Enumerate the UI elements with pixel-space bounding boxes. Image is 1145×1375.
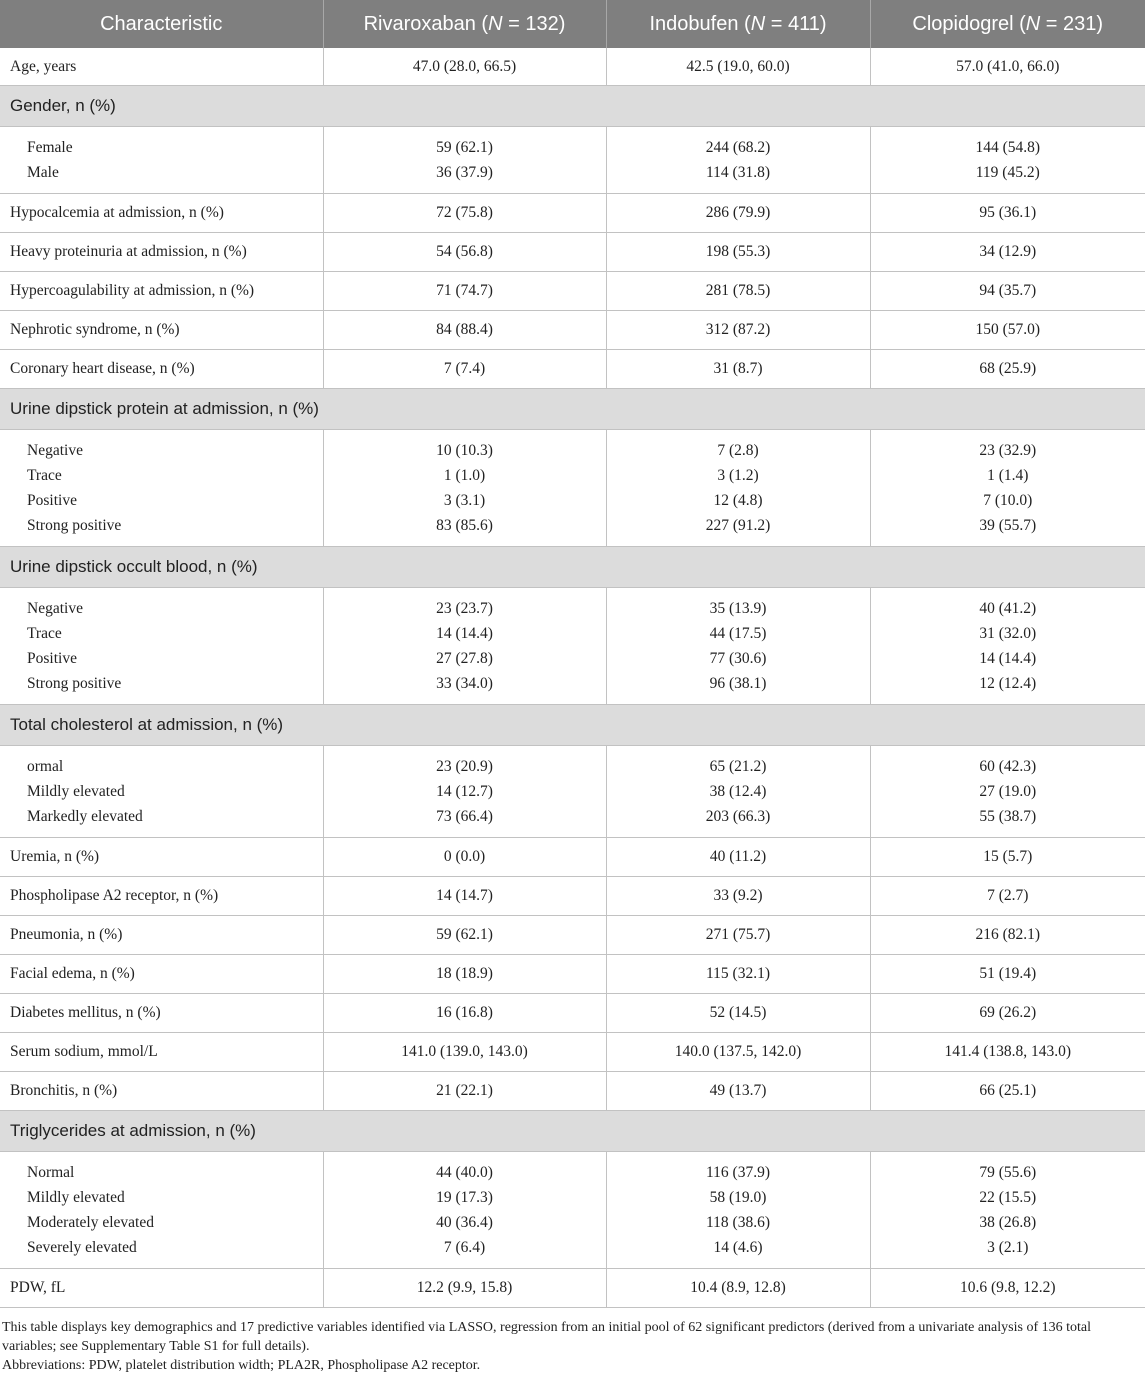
row-label: Age, years <box>0 48 323 86</box>
row-label: Diabetes mellitus, n (%) <box>0 994 323 1033</box>
row-label: Uremia, n (%) <box>0 838 323 877</box>
cell-rivaroxaban: 18 (18.9) <box>323 955 606 994</box>
cell-indobufen: 227 (91.2) <box>606 513 870 547</box>
header-clopidogrel: Clopidogrel (N = 231) <box>870 0 1145 48</box>
cell-clopidogrel: 51 (19.4) <box>870 955 1145 994</box>
cell-rivaroxaban: 83 (85.6) <box>323 513 606 547</box>
cell-rivaroxaban: 27 (27.8) <box>323 646 606 671</box>
cell-clopidogrel: 1 (1.4) <box>870 463 1145 488</box>
cell-indobufen: 198 (55.3) <box>606 233 870 272</box>
cell-rivaroxaban: 73 (66.4) <box>323 804 606 838</box>
cell-indobufen: 281 (78.5) <box>606 272 870 311</box>
cell-indobufen: 40 (11.2) <box>606 838 870 877</box>
cell-indobufen: 49 (13.7) <box>606 1072 870 1111</box>
row-label: Normal <box>27 1163 75 1181</box>
cell-clopidogrel: 66 (25.1) <box>870 1072 1145 1111</box>
cell-clopidogrel: 7 (10.0) <box>870 488 1145 513</box>
header-row <box>0 0 1145 48</box>
row-cholesterol-marked <box>0 804 1145 838</box>
cell-clopidogrel: 39 (55.7) <box>870 513 1145 547</box>
row-label: Positive <box>27 649 77 667</box>
row-serum-sodium <box>0 1033 1145 1072</box>
row-label: ormal <box>27 757 64 775</box>
cell-rivaroxaban: 14 (14.7) <box>323 877 606 916</box>
row-label: Negative <box>27 599 83 617</box>
row-urine-protein-positive <box>0 488 1145 513</box>
header-characteristic: Characteristic <box>0 0 323 48</box>
cell-rivaroxaban: 16 (16.8) <box>323 994 606 1033</box>
cell-rivaroxaban: 40 (36.4) <box>323 1210 606 1235</box>
row-label: Serum sodium, mmol/L <box>0 1033 323 1072</box>
section-label: Urine dipstick occult blood, n (%) <box>0 547 1145 588</box>
section-triglycerides <box>0 1111 1145 1152</box>
row-triglycerides-mild <box>0 1185 1145 1210</box>
row-hypercoagulability <box>0 272 1145 311</box>
cell-clopidogrel: 94 (35.7) <box>870 272 1145 311</box>
cell-indobufen: 140.0 (137.5, 142.0) <box>606 1033 870 1072</box>
row-urine-protein-trace <box>0 463 1145 488</box>
row-label: Trace <box>27 624 62 642</box>
row-triglycerides-moderate <box>0 1210 1145 1235</box>
cell-clopidogrel: 69 (26.2) <box>870 994 1145 1033</box>
cell-indobufen: 58 (19.0) <box>606 1185 870 1210</box>
cell-clopidogrel: 95 (36.1) <box>870 194 1145 233</box>
cell-indobufen: 77 (30.6) <box>606 646 870 671</box>
row-label: Phospholipase A2 receptor, n (%) <box>0 877 323 916</box>
cell-indobufen: 3 (1.2) <box>606 463 870 488</box>
cell-indobufen: 31 (8.7) <box>606 350 870 389</box>
section-gender <box>0 86 1145 127</box>
cell-clopidogrel: 141.4 (138.8, 143.0) <box>870 1033 1145 1072</box>
cell-rivaroxaban: 54 (56.8) <box>323 233 606 272</box>
cell-clopidogrel: 31 (32.0) <box>870 621 1145 646</box>
cell-rivaroxaban: 141.0 (139.0, 143.0) <box>323 1033 606 1072</box>
row-proteinuria <box>0 233 1145 272</box>
cell-rivaroxaban: 14 (12.7) <box>323 779 606 804</box>
cell-clopidogrel: 14 (14.4) <box>870 646 1145 671</box>
row-label: Markedly elevated <box>0 804 323 838</box>
cell-clopidogrel: 60 (42.3) <box>870 746 1145 780</box>
cell-clopidogrel: 79 (55.6) <box>870 1152 1145 1186</box>
section-label: Urine dipstick protein at admission, n (%) <box>0 389 1145 430</box>
cell-rivaroxaban: 59 (62.1) <box>323 127 606 161</box>
cell-clopidogrel: 38 (26.8) <box>870 1210 1145 1235</box>
row-urine-protein-negative <box>0 430 1145 464</box>
cell-clopidogrel: 144 (54.8) <box>870 127 1145 161</box>
cell-indobufen: 42.5 (19.0, 60.0) <box>606 48 870 86</box>
row-label: Mildly elevated <box>27 782 125 800</box>
section-label: Gender, n (%) <box>0 86 1145 127</box>
cell-indobufen: 115 (32.1) <box>606 955 870 994</box>
row-urine-blood-positive <box>0 646 1145 671</box>
row-pneumonia <box>0 916 1145 955</box>
cell-rivaroxaban: 59 (62.1) <box>323 916 606 955</box>
row-label: Negative <box>27 441 83 459</box>
row-label: Nephrotic syndrome, n (%) <box>0 311 323 350</box>
row-label: Heavy proteinuria at admission, n (%) <box>0 233 323 272</box>
cell-clopidogrel: 150 (57.0) <box>870 311 1145 350</box>
row-label: Male <box>0 160 323 194</box>
cell-rivaroxaban: 23 (23.7) <box>323 588 606 622</box>
cell-clopidogrel: 3 (2.1) <box>870 1235 1145 1269</box>
row-urine-blood-trace <box>0 621 1145 646</box>
cell-clopidogrel: 15 (5.7) <box>870 838 1145 877</box>
cell-indobufen: 244 (68.2) <box>606 127 870 161</box>
row-triglycerides-normal <box>0 1152 1145 1186</box>
cell-clopidogrel: 10.6 (9.8, 12.2) <box>870 1269 1145 1308</box>
cell-rivaroxaban: 47.0 (28.0, 66.5) <box>323 48 606 86</box>
cell-clopidogrel: 119 (45.2) <box>870 160 1145 194</box>
cell-rivaroxaban: 71 (74.7) <box>323 272 606 311</box>
row-label: Bronchitis, n (%) <box>0 1072 323 1111</box>
cell-rivaroxaban: 21 (22.1) <box>323 1072 606 1111</box>
row-urine-blood-strong-positive <box>0 671 1145 705</box>
row-label: Strong positive <box>0 671 323 705</box>
cell-clopidogrel: 7 (2.7) <box>870 877 1145 916</box>
cell-rivaroxaban: 3 (3.1) <box>323 488 606 513</box>
cell-indobufen: 114 (31.8) <box>606 160 870 194</box>
cell-indobufen: 118 (38.6) <box>606 1210 870 1235</box>
cell-indobufen: 35 (13.9) <box>606 588 870 622</box>
cell-rivaroxaban: 12.2 (9.9, 15.8) <box>323 1269 606 1308</box>
cell-indobufen: 44 (17.5) <box>606 621 870 646</box>
row-cholesterol-mild <box>0 779 1145 804</box>
footnote-abbreviations: Abbreviations: PDW, platelet distribution width; PLA2R, Phospholipase A2 receptor. <box>2 1358 481 1373</box>
row-label: Mildly elevated <box>27 1188 125 1206</box>
cell-indobufen: 7 (2.8) <box>606 430 870 464</box>
row-hypocalcemia <box>0 194 1145 233</box>
footnote-note: This table displays key demographics and 17 predictive variables identified via LASSO, regression from an initial pool of 62 significant predictors (derived from a univariate analysis of 136 total variables; see Supplementary Table S1 for full details). <box>2 1320 1091 1354</box>
cell-indobufen: 96 (38.1) <box>606 671 870 705</box>
cell-indobufen: 10.4 (8.9, 12.8) <box>606 1269 870 1308</box>
section-label: Total cholesterol at admission, n (%) <box>0 705 1145 746</box>
row-triglycerides-severe <box>0 1235 1145 1269</box>
section-label: Triglycerides at admission, n (%) <box>0 1111 1145 1152</box>
cell-rivaroxaban: 10 (10.3) <box>323 430 606 464</box>
header-indobufen: Indobufen (N = 411) <box>606 0 870 48</box>
cell-indobufen: 312 (87.2) <box>606 311 870 350</box>
row-urine-protein-strong-positive <box>0 513 1145 547</box>
cell-clopidogrel: 57.0 (41.0, 66.0) <box>870 48 1145 86</box>
row-nephrotic-syndrome <box>0 311 1145 350</box>
row-label: Hypercoagulability at admission, n (%) <box>0 272 323 311</box>
cell-indobufen: 116 (37.9) <box>606 1152 870 1186</box>
row-label: Hypocalcemia at admission, n (%) <box>0 194 323 233</box>
row-label: Female <box>27 138 73 156</box>
row-gender-male <box>0 160 1145 194</box>
row-bronchitis <box>0 1072 1145 1111</box>
cell-indobufen: 203 (66.3) <box>606 804 870 838</box>
row-label: Moderately elevated <box>27 1213 154 1231</box>
cell-indobufen: 33 (9.2) <box>606 877 870 916</box>
row-diabetes <box>0 994 1145 1033</box>
cell-clopidogrel: 55 (38.7) <box>870 804 1145 838</box>
cell-clopidogrel: 12 (12.4) <box>870 671 1145 705</box>
cell-indobufen: 14 (4.6) <box>606 1235 870 1269</box>
cell-indobufen: 52 (14.5) <box>606 994 870 1033</box>
row-label: Coronary heart disease, n (%) <box>0 350 323 389</box>
cell-rivaroxaban: 44 (40.0) <box>323 1152 606 1186</box>
section-urine-blood <box>0 547 1145 588</box>
row-pla2r <box>0 877 1145 916</box>
row-label: Strong positive <box>0 513 323 547</box>
row-age <box>0 48 1145 86</box>
cell-indobufen: 271 (75.7) <box>606 916 870 955</box>
row-label: Pneumonia, n (%) <box>0 916 323 955</box>
cell-rivaroxaban: 14 (14.4) <box>323 621 606 646</box>
cell-indobufen: 65 (21.2) <box>606 746 870 780</box>
cell-rivaroxaban: 84 (88.4) <box>323 311 606 350</box>
cell-rivaroxaban: 19 (17.3) <box>323 1185 606 1210</box>
cell-rivaroxaban: 7 (7.4) <box>323 350 606 389</box>
table-footnote <box>0 1308 1145 1375</box>
cell-indobufen: 38 (12.4) <box>606 779 870 804</box>
cell-rivaroxaban: 72 (75.8) <box>323 194 606 233</box>
row-urine-blood-negative <box>0 588 1145 622</box>
row-label: Severely elevated <box>0 1235 323 1269</box>
row-cholesterol-normal <box>0 746 1145 780</box>
cell-rivaroxaban: 7 (6.4) <box>323 1235 606 1269</box>
cell-clopidogrel: 40 (41.2) <box>870 588 1145 622</box>
row-facial-edema <box>0 955 1145 994</box>
cell-rivaroxaban: 0 (0.0) <box>323 838 606 877</box>
cell-indobufen: 286 (79.9) <box>606 194 870 233</box>
cell-rivaroxaban: 33 (34.0) <box>323 671 606 705</box>
row-label: Facial edema, n (%) <box>0 955 323 994</box>
cell-rivaroxaban: 23 (20.9) <box>323 746 606 780</box>
row-gender-female <box>0 127 1145 161</box>
cell-clopidogrel: 34 (12.9) <box>870 233 1145 272</box>
cell-clopidogrel: 22 (15.5) <box>870 1185 1145 1210</box>
cell-rivaroxaban: 1 (1.0) <box>323 463 606 488</box>
cell-clopidogrel: 23 (32.9) <box>870 430 1145 464</box>
section-urine-protein <box>0 389 1145 430</box>
row-label: Positive <box>27 491 77 509</box>
row-coronary-heart-disease <box>0 350 1145 389</box>
header-rivaroxaban: Rivaroxaban (N = 132) <box>323 0 606 48</box>
row-label: Trace <box>27 466 62 484</box>
row-uremia <box>0 838 1145 877</box>
row-pdw <box>0 1269 1145 1308</box>
row-label: PDW, fL <box>0 1269 323 1308</box>
cell-rivaroxaban: 36 (37.9) <box>323 160 606 194</box>
cell-clopidogrel: 27 (19.0) <box>870 779 1145 804</box>
cell-clopidogrel: 216 (82.1) <box>870 916 1145 955</box>
cell-indobufen: 12 (4.8) <box>606 488 870 513</box>
section-cholesterol <box>0 705 1145 746</box>
cell-clopidogrel: 68 (25.9) <box>870 350 1145 389</box>
